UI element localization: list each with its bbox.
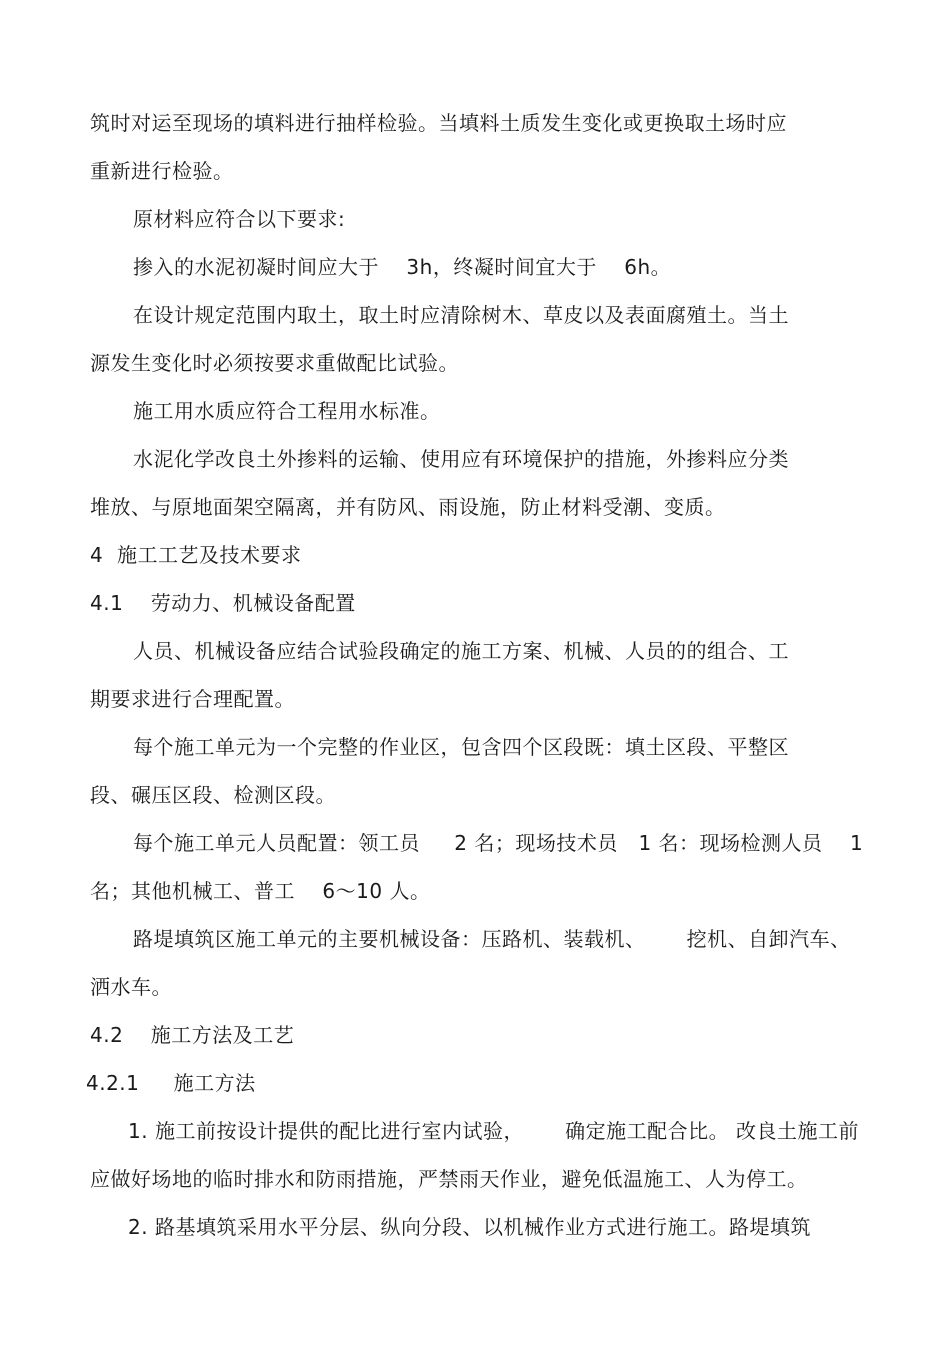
text-line-17: 名；其他机械工、普工 6～10 人。 <box>90 879 431 903</box>
text-line-23: 应做好场地的临时排水和防雨措施，严禁雨天作业，避免低温施工、人为停工。 <box>90 1167 808 1191</box>
text-line-3: 原材料应符合以下要求: <box>133 207 346 231</box>
text-line-14: 每个施工单元为一个完整的作业区，包含四个区段既：填土区段、平整区 <box>133 735 789 759</box>
section-heading-4: 4 施工工艺及技术要求 <box>90 543 302 567</box>
text-line-13: 期要求进行合理配置。 <box>90 687 295 711</box>
text-line-19: 洒水车。 <box>90 975 172 999</box>
text-line-4: 掺入的水泥初凝时间应大于 3h，终凝时间宜大于 6h。 <box>133 255 672 279</box>
text-line-24: 2. 路基填筑采用水平分层、纵向分段、以机械作业方式进行施工。路堤填筑 <box>128 1215 811 1239</box>
text-line-22: 1. 施工前按设计提供的配比进行室内试验， 确定施工配合比。 改良土施工前 <box>128 1119 859 1143</box>
text-line-18: 路堤填筑区施工单元的主要机械设备：压路机、装载机、 挖机、自卸汽车、 <box>133 927 851 951</box>
text-line-7: 施工用水质应符合工程用水标准。 <box>133 399 441 423</box>
text-line-1: 筑时对运至现场的填料进行抽样检验。当填料土质发生变化或更换取土场时应 <box>90 111 787 135</box>
text-line-15: 段、碾压区段、检测区段。 <box>90 783 336 807</box>
text-line-6: 源发生变化时必须按要求重做配比试验。 <box>90 351 459 375</box>
section-heading-4-2-1: 4.2.1 施工方法 <box>86 1071 256 1095</box>
text-line-12: 人员、机械设备应结合试验段确定的施工方案、机械、人员的的组合、工 <box>133 639 789 663</box>
text-line-8: 水泥化学改良土外掺料的运输、使用应有环境保护的措施，外掺料应分类 <box>133 447 789 471</box>
text-line-5: 在设计规定范围内取土，取土时应清除树木、草皮以及表面腐殖土。当土 <box>133 303 789 327</box>
section-heading-4-1: 4.1 劳动力、机械设备配置 <box>90 591 356 615</box>
text-line-9: 堆放、与原地面架空隔离，并有防风、雨设施，防止材料受潮、变质。 <box>90 495 726 519</box>
text-line-16: 每个施工单元人员配置：领工员 2 名；现场技术员 1 名：现场检测人员 1 <box>133 831 864 855</box>
section-heading-4-2: 4.2 施工方法及工艺 <box>90 1023 295 1047</box>
text-line-2: 重新进行检验。 <box>90 159 234 183</box>
